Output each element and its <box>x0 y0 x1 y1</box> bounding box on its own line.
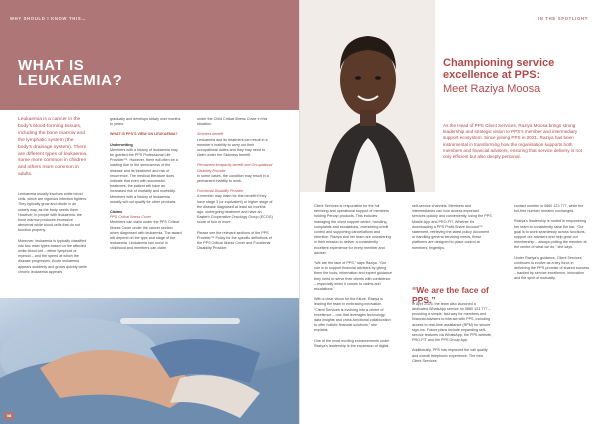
paragraph: Leukaemia and its treatment can result in a member’s inability to carry out their occupational duties and they may need to claim under the Sickness benefit. <box>197 137 268 158</box>
left-column-1 <box>18 192 88 280</box>
paragraph: under the Child Critical Illness Cover in this situation. <box>197 117 268 127</box>
paragraph: One of the most exciting enhancements under Raziya’s leadership is the expansion of digital <box>314 338 390 348</box>
portrait-photo <box>300 0 435 192</box>
medical-photo <box>0 298 300 424</box>
paragraph: gradually and develops slowly over months to years. <box>110 117 181 127</box>
page-subtitle: Meet Raziya Moosa <box>443 83 541 95</box>
lead-paragraph: Leukaemia is a cancer in the body’s blood-forming tissues, including the bone marrow and the lymphatic system (the body’s drainage system). There are different types of leukaemia, some more common in children and others more common in adults. <box>18 117 88 178</box>
paragraph: Leukaemia usually involves white blood cells, which are vigorous infection fighters. They typically grow and divide in an orderly way, as the body needs them. However, in people with leukaemia, the bone marrow produces excessive abnormal white blood cells that do not function properly. <box>18 192 88 233</box>
subheading: WHAT IS PPS’S VIEW ON LEUKAEMIA? <box>110 132 178 137</box>
paragraph: Please see the relevant sections of the PPS Provider™ Policy for the specific definitions of the PPS Critical Illness Cover and Functional Disability Provider. <box>197 230 272 251</box>
left-column-3 <box>197 117 273 256</box>
subheading: PPS Critical Illness Cover <box>110 215 151 220</box>
paragraph: Additionally, PPS has improved the call quality and overall telephonic experience. The new Client Services <box>412 348 488 363</box>
paragraph: self-service channels. Members and intermediaries can now access important services quickly and conveniently, using the PPS Mobile App and PRO-FIT. Whether it’s downloading a PPS Profit-Share Account™ statement, retrieving the latest policy document or handling general servicing needs, these platforms are designed to place control at members’ fingertips. <box>412 204 492 250</box>
title-line-2: LEUKAEMIA? <box>18 72 123 89</box>
paragraph: Moreover, leukaemia is typically classified into two main types based on the affected white blood cell – either lymphoid or myeloid – and the speed at which the disease progresses. Acute leukaemia appears suddenly and grows quickly while chronic leukaemia appears <box>18 238 87 274</box>
paragraph: contact number is 0860 123 777, while the toll-free number remains unchanged. <box>514 204 584 214</box>
paragraph: Raziya’s leadership is rooted in empowering her team to consistently raise the bar. “Our goal is to work seamlessly across functions, support our advisers and help grow our membership – always putting the member at the centre of what we do,” she says. <box>514 219 587 250</box>
right-column-1 <box>314 204 392 354</box>
page-title: Championing service excellence at PPS: <box>443 57 555 81</box>
subheading: Permanent incapacity benefit and Occupational Disability Provider <box>197 163 273 173</box>
page-number: 08 <box>4 412 14 420</box>
title-line-1: WHAT IS <box>18 57 85 74</box>
paragraph: With a clear vision for the future, Raziya is leading the team in embracing innovation. “Client Services is evolving into a centre of excellence – one that leverages technology, data insights and cross-functional collaboration to offer holistic financial solutions,” she explains. <box>314 297 391 333</box>
subheading: Claims <box>110 210 123 215</box>
paragraph: Client Services is responsible for the full servicing and operational support of members holding Percap products. This includes managing the client support centre, handling complaints and escalations, overseeing credit control and supporting cancellations and retention. Raziya and her team are unwavering in their mission to deliver a consistently excellent experience for every member and adviser. <box>314 204 391 255</box>
paragraph: In some cases, the condition may result in a permanent inability to work. <box>197 173 269 184</box>
subheading: Underwriting <box>110 142 133 147</box>
paragraph: Members can claim under the PPS Critical Illness Cover under the cancer section when diagnosed with leukaemia. The award will depend on the type and stage of the leukaemia. Leukaemia can occur in childhood and members can claim <box>110 220 182 251</box>
left-header-band <box>0 0 300 110</box>
section-kicker: WHY SHOULD I KNOW THIS… <box>10 16 87 21</box>
paragraph: “We are the face of PPS,” says Raziya. “Our role is to support financial advisers by giving them the tools, information and expert guidance they need to serve their clients with confidence – especially when it comes to claims and escalations.” <box>314 261 392 292</box>
paragraph: Members with a history of leukaemia may be granted the PPS Professional Life Provider™. However, there will often be a loading due to the seriousness of the disease and its treatment and risk of recurrence. The medical literature does indicate that even with successful treatment, the patient will have an increased risk of mortality and morbidity. Members with a history of leukaemia usually will not qualify for other products. <box>110 147 178 204</box>
page-title <box>18 58 122 88</box>
subheading: Functional Disability Provider <box>197 189 244 194</box>
paragraph: A member may claim for this benefit if they have stage 3 (or equivalent) or higher stage of the disease diagnosed at least six months ago, undergoing treatment and have an Eastern Cooperative Oncology Group (ECOG) score of two or more. <box>197 194 273 225</box>
intro-paragraph: As the Head of PPS Client Services, Raziya Moosa brings strong leadership and strategic vision to PPS’s member and intermediary support ecosystem. Since joining PPS in 2021, Raziya has been instrumental in transforming how the organisation supports both members and financial advisers, ensuring that service delivery is not only efficient but also deeply personal. <box>443 123 582 160</box>
left-column-2 <box>110 117 182 257</box>
section-kicker: IN THE SPOTLIGHT <box>537 16 588 21</box>
pull-quote: “We are the face of PPS.” <box>412 285 489 305</box>
paragraph: Under Raziya’s guidance, Client Services continues to evolve as a key force in delivering the PPS promise of shared success – backed by service excellence, innovation and the spirit of mutuality. <box>514 255 590 281</box>
right-page <box>300 0 600 424</box>
subheading: Sickness benefit <box>197 132 224 137</box>
right-column-3 <box>514 204 590 287</box>
paragraph: In April 2025, the team also launched a dedicated WhatsApp service on 0860 123 777 – providing a simple, fast way for members and financial advisers to interact with PPS, including access to real-time assistance (RPM) for secure sign-ins. Future plans include expanding self-service features via WhatsApp, the PPS website, PRO-FIT and the PPS Group App. <box>412 301 492 343</box>
